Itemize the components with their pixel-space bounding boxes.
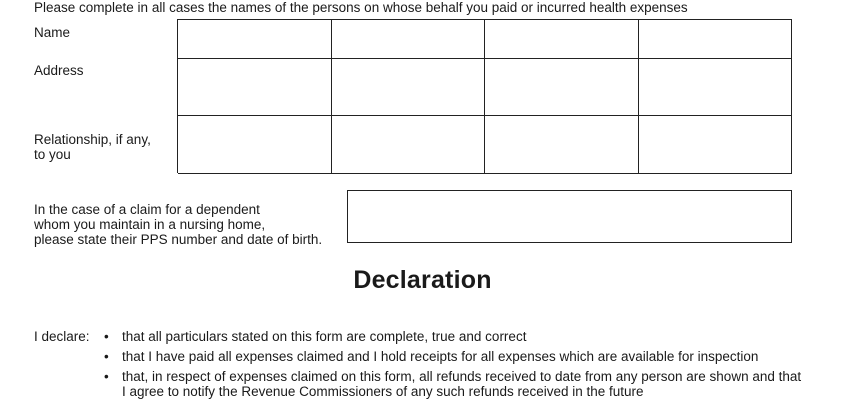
bullet-icon: • [104, 349, 109, 364]
relationship-cell-2[interactable] [332, 116, 486, 174]
name-field-3[interactable] [485, 20, 638, 58]
declaration-item [103, 369, 803, 399]
name-cell-3[interactable] [485, 20, 639, 59]
dependent-label-line-2: whom you maintain in a nursing home, [34, 217, 266, 232]
dependent-label-line-1: In the case of a claim for a dependent [34, 202, 260, 217]
relationship-cell-4[interactable] [639, 116, 793, 174]
name-field-1[interactable] [178, 20, 331, 58]
name-cell-4[interactable] [639, 20, 793, 59]
address-cell-2[interactable] [332, 59, 486, 116]
address-cell-1[interactable] [178, 59, 332, 116]
dependent-label [34, 202, 322, 247]
dependent-label-line-3: please state their PPS number and date of birth. [34, 232, 323, 247]
address-cell-4[interactable] [639, 59, 793, 116]
row-label-name: Name [34, 25, 71, 40]
bullet-icon: • [104, 369, 109, 384]
bullet-icon: • [104, 329, 109, 344]
address-field-4[interactable] [639, 59, 792, 115]
form-instruction: Please complete in all cases the names of the persons on whose behalf you paid or incurred health expenses [34, 0, 688, 15]
declaration-item-text: that, in respect of expenses claimed on this form, all refunds received to date from any person are shown and that I agree to notify the Revenue Commissioners of any such refunds received in the future [122, 369, 802, 399]
name-cell-1[interactable] [178, 20, 332, 59]
declaration-list [103, 329, 803, 404]
pps-dob-field-box[interactable] [347, 190, 792, 243]
relationship-field-1[interactable] [178, 116, 331, 173]
row-label-relationship: Relationship, if any, to you [34, 132, 151, 162]
address-field-2[interactable] [332, 59, 485, 115]
declaration-item-text: that all particulars stated on this form are complete, true and correct [122, 329, 527, 344]
relationship-field-2[interactable] [332, 116, 485, 173]
declaration-item-text: that I have paid all expenses claimed and I hold receipts for all expenses which are available for inspection [122, 349, 759, 364]
relationship-field-4[interactable] [639, 116, 792, 173]
relationship-cell-3[interactable] [485, 116, 639, 174]
name-field-4[interactable] [639, 20, 792, 58]
address-field-1[interactable] [178, 59, 331, 115]
persons-table [177, 19, 792, 173]
declaration-item [103, 349, 803, 364]
name-field-2[interactable] [332, 20, 485, 58]
address-field-3[interactable] [485, 59, 638, 115]
pps-dob-field[interactable] [348, 191, 795, 244]
name-cell-2[interactable] [332, 20, 486, 59]
declare-label: I declare: [34, 329, 90, 344]
declaration-heading: Declaration [353, 266, 492, 294]
row-label-address: Address [34, 63, 84, 78]
declaration-item [103, 329, 803, 344]
relationship-cell-1[interactable] [178, 116, 332, 174]
relationship-field-3[interactable] [485, 116, 638, 173]
address-cell-3[interactable] [485, 59, 639, 116]
